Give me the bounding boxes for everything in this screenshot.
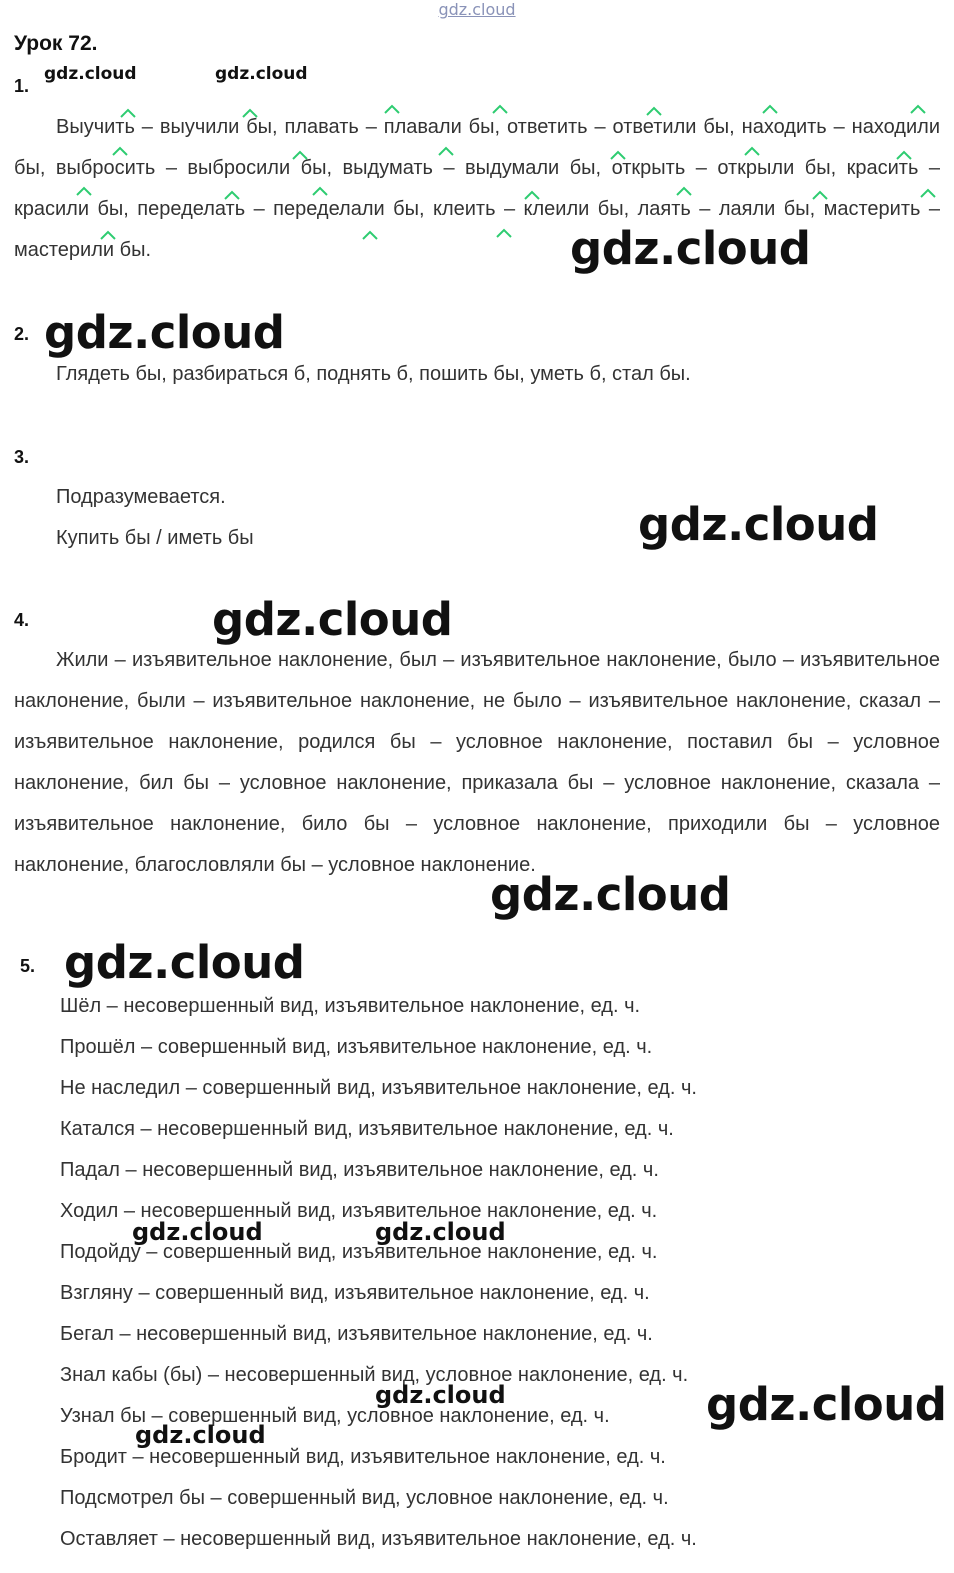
task-3-line: Подразумевается. <box>56 486 226 508</box>
task-5-line: Взгляну – совершенный вид, изъявительное наклонение, ед. ч. <box>60 1282 650 1304</box>
stress-mark-icon <box>895 150 913 160</box>
task-5-line: Знал кабы (бы) – несовершенный вид, условное наклонение, ед. ч. <box>60 1364 689 1386</box>
watermark: gdz.cloud <box>215 64 308 84</box>
task-5-line: Подойду – совершенный вид, изъявительное наклонение, ед. ч. <box>60 1241 658 1263</box>
stress-mark-icon <box>523 190 541 200</box>
task-5-line: Оставляет – несовершенный вид, изъявительное наклонение, ед. ч. <box>60 1528 697 1550</box>
task-5-line: Падал – несовершенный вид, изъявительное наклонение, ед. ч. <box>60 1159 659 1181</box>
stress-mark-icon <box>491 104 509 114</box>
watermark: gdz.cloud <box>375 1218 506 1246</box>
stress-mark-icon <box>609 150 627 160</box>
watermark: gdz.cloud <box>135 1421 266 1449</box>
watermark: gdz.cloud <box>490 868 731 921</box>
lesson-title: Урок 72. <box>14 32 98 55</box>
task-5-line: Бродит – несовершенный вид, изъявительное наклонение, ед. ч. <box>60 1446 666 1468</box>
task-5-line: Не наследил – совершенный вид, изъявительное наклонение, ед. ч. <box>60 1077 697 1099</box>
task-2-text: Глядеть бы, разбираться б, поднять б, пошить бы, уметь б, стал бы. <box>56 363 691 385</box>
stress-mark-icon <box>919 188 937 198</box>
watermark: gdz.cloud <box>132 1218 263 1246</box>
task-5-line: Подсмотрел бы – совершенный вид, условное наклонение, ед. ч. <box>60 1487 669 1509</box>
task-3-line: Купить бы / иметь бы <box>56 527 254 549</box>
stress-mark-icon <box>761 104 779 114</box>
stress-mark-icon <box>99 230 117 240</box>
stress-mark-icon <box>223 190 241 200</box>
task-4-text: Жили – изъявительное наклонение, был – изъявительное наклонение, было – изъявительное наклонение, были – изъявительное наклонение, не было – изъявительное наклонение, сказал – изъявительное наклонение, родился бы – условное наклонение, поставил бы – условное наклонение, бил бы – условное наклонение, приказала бы – условное наклонение, сказала – изъявительное наклонение, било бы – условное наклонение, приходили бы – условное наклонение, благословляли бы – условное наклонение. <box>14 649 940 876</box>
task-5-number: 5. <box>20 956 36 976</box>
stress-mark-icon <box>241 108 259 118</box>
task-1-text: Выучить – выучили бы, плавать – плавали бы, ответить – ответили бы, находить – находили бы, выбросить – выбросили бы, выдумать – выдумали бы, открыть – открыли бы, красить – красили бы, переделать – переделали бы, клеить – клеили бы, лаять – лаяли бы, мастерить – мастерили бы. <box>14 116 940 261</box>
stress-mark-icon <box>743 146 761 156</box>
watermark: gdz.cloud <box>212 593 453 646</box>
task-5-line: Катался – несовершенный вид, изъявительное наклонение, ед. ч. <box>60 1118 674 1140</box>
stress-mark-icon <box>645 106 663 116</box>
stress-mark-icon <box>811 190 829 200</box>
stress-mark-icon <box>495 228 513 238</box>
task-4-number: 4. <box>14 610 30 630</box>
task-5-line: Шёл – несовершенный вид, изъявительное наклонение, ед. ч. <box>60 995 641 1017</box>
stress-mark-icon <box>111 146 129 156</box>
stress-mark-icon <box>361 230 379 240</box>
stress-mark-icon <box>675 186 693 196</box>
stress-mark-icon <box>437 146 455 156</box>
stress-mark-icon <box>383 104 401 114</box>
watermark: gdz.cloud <box>706 1378 947 1431</box>
watermark: gdz.cloud <box>638 498 879 551</box>
task-1-number: 1. <box>14 76 30 96</box>
task-5-line: Ходил – несовершенный вид, изъявительное наклонение, ед. ч. <box>60 1200 658 1222</box>
stress-mark-icon <box>291 150 309 160</box>
watermark: gdz.cloud <box>64 936 305 989</box>
top-watermark: gdz.cloud <box>438 0 516 19</box>
watermark: gdz.cloud <box>44 64 137 84</box>
task-2-number: 2. <box>14 324 30 344</box>
task-5-line: Прошёл – совершенный вид, изъявительное наклонение, ед. ч. <box>60 1036 653 1058</box>
stress-mark-icon <box>119 108 137 118</box>
watermark: gdz.cloud <box>570 222 811 275</box>
task-5-line: Бегал – несовершенный вид, изъявительное наклонение, ед. ч. <box>60 1323 653 1345</box>
task-5-line: Узнал бы – совершенный вид, условное наклонение, ед. ч. <box>60 1405 610 1427</box>
stress-mark-icon <box>909 104 927 114</box>
stress-mark-icon <box>75 186 93 196</box>
watermark: gdz.cloud <box>375 1381 506 1409</box>
watermark: gdz.cloud <box>44 306 285 359</box>
task-3-number: 3. <box>14 447 30 467</box>
stress-mark-icon <box>311 186 329 196</box>
